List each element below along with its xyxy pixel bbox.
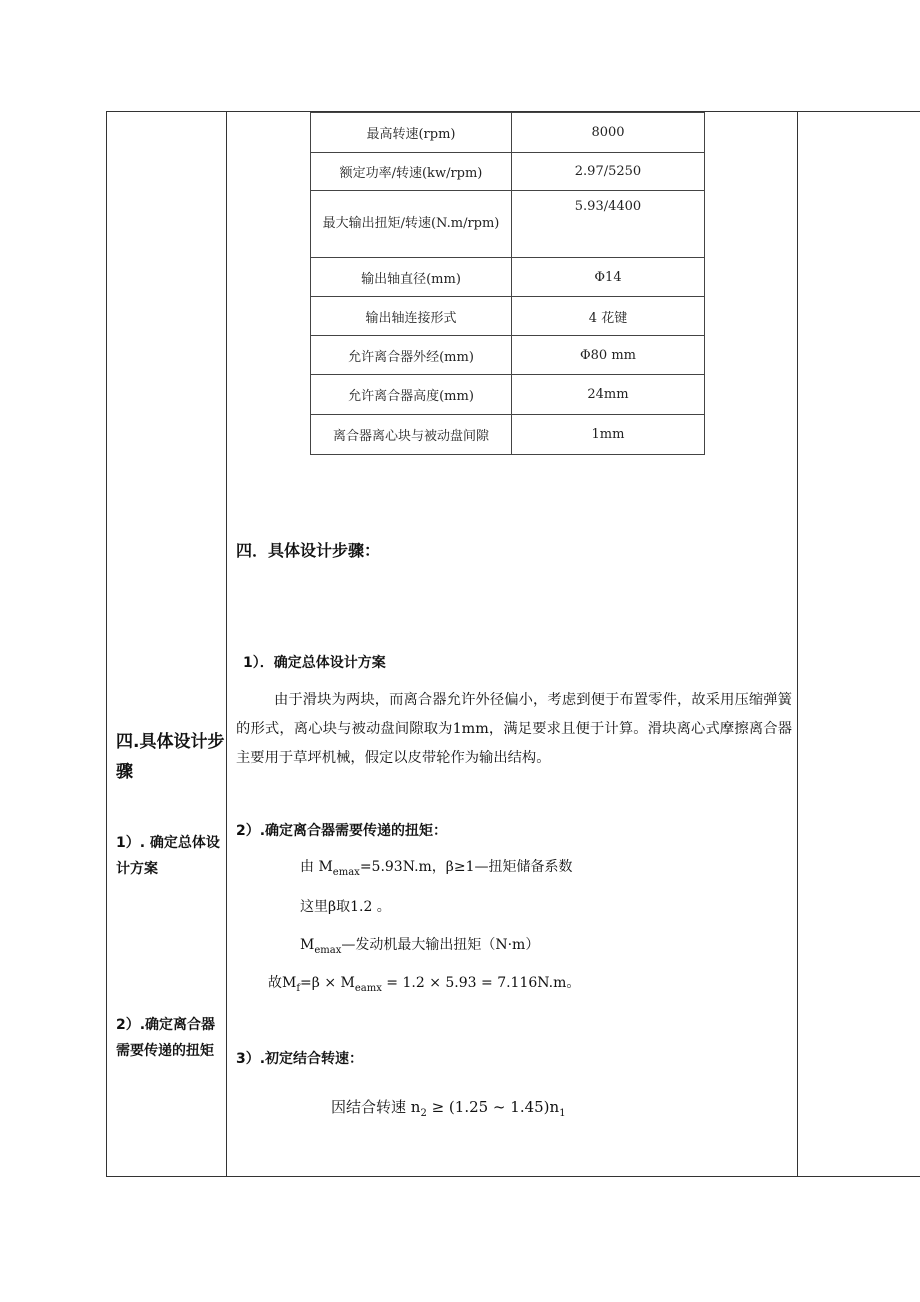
spec-value: Φ80 mm bbox=[512, 336, 705, 375]
spec-label: 最高转速(rpm) bbox=[311, 113, 512, 153]
step1-paragraph: 由于滑块为两块，而离合器允许外径偏小，考虑到便于布置零件，故采用压缩弹簧的形式，离心块与被动盘间隙取为1mm，满足要求且便于计算。滑块离心式摩擦离合器主要用于草坪机械，假定以皮带轮作为输出结构。 bbox=[236, 692, 792, 766]
table-row bbox=[311, 113, 705, 153]
table-row bbox=[311, 375, 705, 415]
column-divider-right bbox=[797, 111, 798, 1177]
formula-line-4: 故$M_f=\beta \times M_{eamx} = 1.2 \times 5.93 = 7.116N.m$。 bbox=[268, 975, 581, 994]
table-row bbox=[311, 153, 705, 191]
spec-label: 输出轴连接形式 bbox=[311, 297, 512, 336]
spec-table bbox=[310, 112, 705, 455]
column-divider-left bbox=[226, 111, 227, 1177]
spec-value: 8000 bbox=[512, 113, 705, 153]
formula-line-5: 因结合转速 $n_2 \ge (1.25$ ~ $1.45)n_1$ bbox=[331, 1098, 566, 1119]
formula-line-2: 这里β取1.2 。 bbox=[300, 899, 391, 915]
table-row bbox=[311, 415, 705, 455]
table-row bbox=[311, 297, 705, 336]
formula-line-1: 由 $M_{emax}=5.93N.m$，β≥1—扭矩储备系数 bbox=[300, 859, 573, 878]
left-heading: 四.具体设计步骤 bbox=[116, 732, 225, 782]
spec-value: 2.97/5250 bbox=[512, 153, 705, 191]
table-row bbox=[311, 258, 705, 297]
table-row bbox=[311, 191, 705, 258]
spec-label: 最大输出扭矩/转速(N.m/rpm) bbox=[311, 191, 512, 258]
spec-label: 输出轴直径(mm) bbox=[311, 258, 512, 297]
spec-value: 5.93/4400 bbox=[512, 191, 705, 258]
table-row bbox=[311, 336, 705, 375]
section-title: 四．具体设计步骤： bbox=[236, 541, 381, 560]
spec-value: 4 花键 bbox=[512, 297, 705, 336]
left-step1: 1）. 确定总体设计方案 bbox=[116, 835, 220, 877]
left-step2: 2）.确定离合器需要传递的扭矩 bbox=[116, 1017, 216, 1059]
spec-value: 1mm bbox=[512, 415, 705, 455]
spec-label: 离合器离心块与被动盘间隙 bbox=[311, 415, 512, 455]
step2-title: 2）.确定离合器需要传递的扭矩： bbox=[236, 823, 448, 839]
formula-line-3: $M_{emax}—$发动机最大输出扭矩（N·m） bbox=[300, 937, 540, 956]
spec-value: Φ14 bbox=[512, 258, 705, 297]
spec-label: 额定功率/转速(kw/rpm) bbox=[311, 153, 512, 191]
spec-label: 允许离合器外经(mm) bbox=[311, 336, 512, 375]
spec-label: 允许离合器高度(mm) bbox=[311, 375, 512, 415]
step1-title: 1）．确定总体设计方案 bbox=[243, 655, 386, 671]
spec-value: 24mm bbox=[512, 375, 705, 415]
step3-title: 3）.初定结合转速： bbox=[236, 1051, 364, 1067]
